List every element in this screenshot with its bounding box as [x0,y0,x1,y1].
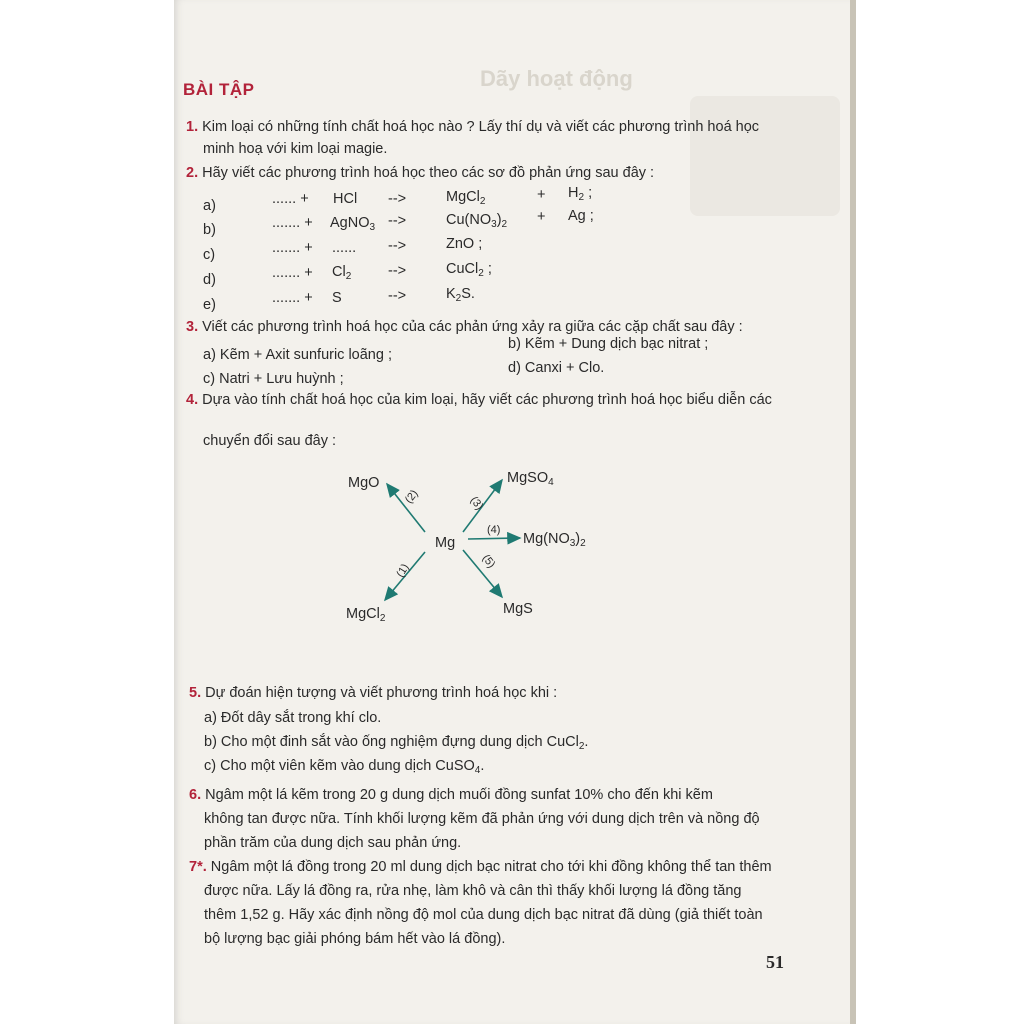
row-left: ....... + [272,240,313,256]
arrow-4 [468,538,520,539]
question-7-number: 7*. [189,859,207,875]
row-label: e) [203,297,216,313]
question-2 [186,164,654,182]
question-3-b: b) Kẽm + Dung dịch bạc nitrat ; [508,336,709,352]
row-reactant: S [332,290,342,306]
question-5-number: 5. [189,685,202,701]
question-6-line2: không tan được nữa. Tính khối lượng kẽm đã phản ứng với dung dịch trên và nồng độ [204,811,760,827]
question-3-number: 3. [186,319,199,335]
question-7-line3: thêm 1,52 g. Hãy xác định nồng độ mol của dung dịch bạc nitrat đã dùng (giả thiết toàn [204,907,763,923]
label-4: (4) [487,524,501,536]
question-5 [189,684,557,702]
row-reactant: AgNO$_3$ [330,215,376,233]
question-4-number: 4. [186,392,199,408]
question-5-b: b) Cho một đinh sắt vào ống nghiệm đựng dung dịch CuCl$_2$. [204,734,589,752]
section-heading: BÀI TẬP [183,80,255,99]
row-left: ...... + [272,191,309,207]
question-5-a: a) Đốt dây sắt trong khí clo. [204,710,382,726]
row-arrow: --> [388,191,407,207]
row-arrow: --> [388,288,407,304]
row-left: ....... + [272,215,313,231]
question-1-line2: minh hoạ với kim loại magie. [203,141,388,157]
node-mgso4: MgSO$_4$ [507,470,554,488]
question-5-intro: Dự đoán hiện tượng và viết phương trình hoá học khi : [205,685,558,701]
question-3-c: c) Natri + Lưu huỳnh ; [203,371,344,387]
row-arrow: --> [388,263,407,279]
bleed-through-text: Dãy hoạt động [480,66,633,91]
question-1-line1: Kim loại có những tính chất hoá học nào ? Lấy thí dụ và viết các phương trình hoá học [202,119,760,135]
question-4-line1: Dựa vào tính chất hoá học của kim loại, hãy viết các phương trình hoá học biểu diễn các [202,392,772,408]
row-plus: + [537,187,546,203]
row-arrow: --> [388,213,407,229]
question-1-number: 1. [186,119,199,135]
row-product: CuCl$_2$ ; [446,261,492,279]
row-plus: + [537,209,546,225]
question-7-line2: được nữa. Lấy lá đồng ra, rửa nhẹ, làm khô và cân thì thấy khối lượng lá đồng tăng [204,883,742,899]
row-reactant: ...... [332,240,357,256]
page-edge [850,0,856,1024]
question-6-line1: Ngâm một lá kẽm trong 20 g dung dịch muối đồng sunfat 10% cho đến khi kẽm [205,787,713,803]
label-3: (3) [467,494,486,513]
question-1 [186,118,759,136]
node-mgs: MgS [503,601,533,617]
node-mgno3: $Mg(NO_3)_2$ [523,531,586,549]
question-6-number: 6. [189,787,202,803]
question-3-d: d) Canxi + Clo. [508,360,605,376]
row-extra: $H_2$ ; [568,185,593,203]
question-3-a: a) Kẽm + Axit sunfuric loãng ; [203,347,392,363]
row-label: c) [203,247,216,263]
question-5-c: c) Cho một viên kẽm vào dung dịch CuSO$_4$. [204,758,485,776]
row-left: ....... + [272,265,313,281]
question-6-line3: phần trăm của dung dịch sau phản ứng. [204,835,462,851]
arrow-2 [387,484,425,532]
row-product: $K_2S$. [446,286,475,304]
label-1: (1) [394,561,412,580]
question-6 [189,786,713,804]
row-arrow: --> [388,238,407,254]
row-left: ....... + [272,290,313,306]
row-label: d) [203,272,216,288]
question-3 [186,318,743,336]
question-7-line4: bộ lượng bạc giải phóng bám hết vào lá đồng). [204,931,506,947]
question-4 [186,391,772,409]
label-5: (5) [479,552,498,571]
row-reactant: $Cl_2$ [332,264,352,282]
question-7-line1: Ngâm một lá đồng trong 20 ml dung dịch bạc nitrat cho tới khi đồng không thể tan thêm [210,859,772,875]
question-2-number: 2. [186,165,199,181]
node-mgo: MgO [348,475,380,491]
row-reactant: HCl [333,191,358,207]
row-extra: Ag ; [568,208,594,224]
question-2-intro: Hãy viết các phương trình hoá học theo các sơ đồ phản ứng sau đây : [202,165,655,181]
node-mgcl2: MgCl$_2$ [346,606,386,624]
question-3-intro: Viết các phương trình hoá học của các phản ứng xảy ra giữa các cặp chất sau đây : [202,319,743,335]
question-4-line2: chuyển đổi sau đây : [203,433,337,449]
label-2: (2) [402,487,421,506]
page-number: 51 [766,952,784,972]
row-product: $Cu(NO_3)_2$ [446,212,508,230]
bleed-through-panel [690,96,840,216]
row-product: ZnO ; [446,236,483,252]
reaction-diagram [330,460,630,630]
question-7 [189,858,772,876]
row-product: MgCl$_2$ [446,189,486,207]
node-mg: Mg [435,535,456,551]
row-label: b) [203,222,216,238]
row-label: a) [203,198,216,214]
